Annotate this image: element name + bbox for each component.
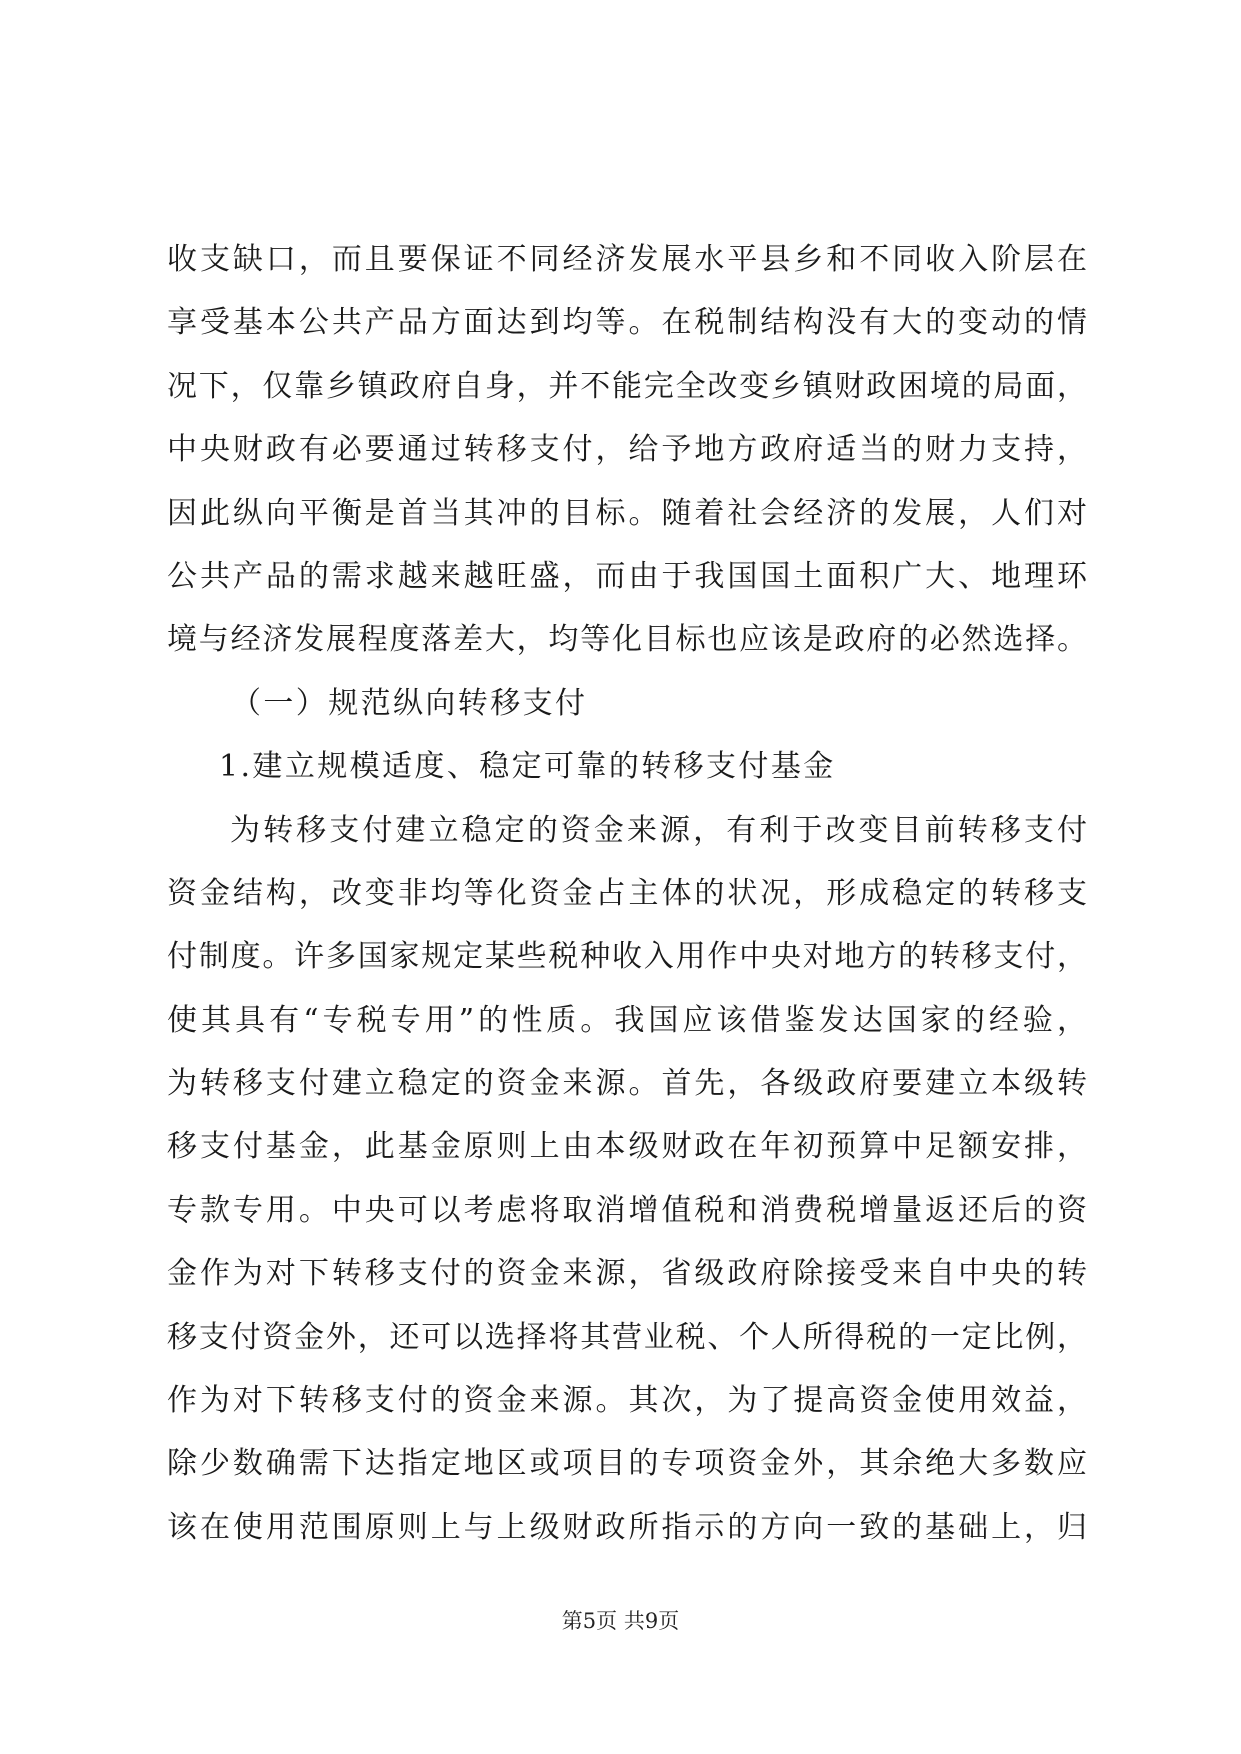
section-heading: （一）规范纵向转移支付 [231, 685, 588, 721]
paragraph-line: 为转移支付建立稳定的资金来源。首先，各级政府要建立本级转 [167, 1066, 1087, 1102]
paragraph-line: 专款专用。中央可以考虑将取消增值税和消费税增量返还后的资 [167, 1192, 1087, 1228]
paragraph-line: 境与经济发展程度落差大，均等化目标也应该是政府的必然选择。 [167, 622, 1087, 658]
page-footer [0, 1605, 1241, 1635]
paragraph-line: 移支付基金，此基金原则上由本级财政在年初预算中足额安排， [167, 1129, 1087, 1165]
paragraph-line: 金作为对下转移支付的资金来源，省级政府除接受来自中央的转 [167, 1256, 1087, 1292]
paragraph-line: 作为对下转移支付的资金来源。其次，为了提高资金使用效益， [167, 1383, 1087, 1419]
subsection-heading: 1.建立规模适度、稳定可靠的转移支付基金 [219, 749, 836, 785]
paragraph-line: 收支缺口，而且要保证不同经济发展水平县乡和不同收入阶层在 [167, 242, 1087, 277]
paragraph-line: 付制度。许多国家规定某些税种收入用作中央对地方的转移支付， [167, 939, 1087, 975]
page-number: 第5页 共9页 [561, 1609, 680, 1633]
paragraph-line: 资金结构，改变非均等化资金占主体的状况，形成稳定的转移支 [167, 875, 1087, 911]
paragraph-line: 享受基本公共产品方面达到均等。在税制结构没有大的变动的情 [167, 305, 1087, 341]
paragraph-line: 中央财政有必要通过转移支付，给予地方政府适当的财力支持， [167, 432, 1087, 468]
document-body [167, 228, 1087, 1559]
paragraph-line: 使其具有“专税专用”的性质。我国应该借鉴发达国家的经验， [167, 1002, 1087, 1038]
paragraph-line: 因此纵向平衡是首当其冲的目标。随着社会经济的发展，人们对 [167, 495, 1087, 531]
paragraph-line: 公共产品的需求越来越旺盛，而由于我国国土面积广大、地理环 [167, 558, 1087, 594]
paragraph-line: 移支付资金外，还可以选择将其营业税、个人所得税的一定比例， [167, 1319, 1087, 1355]
paragraph-line: 况下，仅靠乡镇政府自身，并不能完全改变乡镇财政困境的局面， [167, 368, 1087, 404]
paragraph-line: 该在使用范围原则上与上级财政所指示的方向一致的基础上，归 [167, 1509, 1087, 1545]
paragraph-line: 为转移支付建立稳定的资金来源，有利于改变目前转移支付 [230, 812, 1087, 848]
paragraph-line: 除少数确需下达指定地区或项目的专项资金外，其余绝大多数应 [167, 1446, 1087, 1482]
